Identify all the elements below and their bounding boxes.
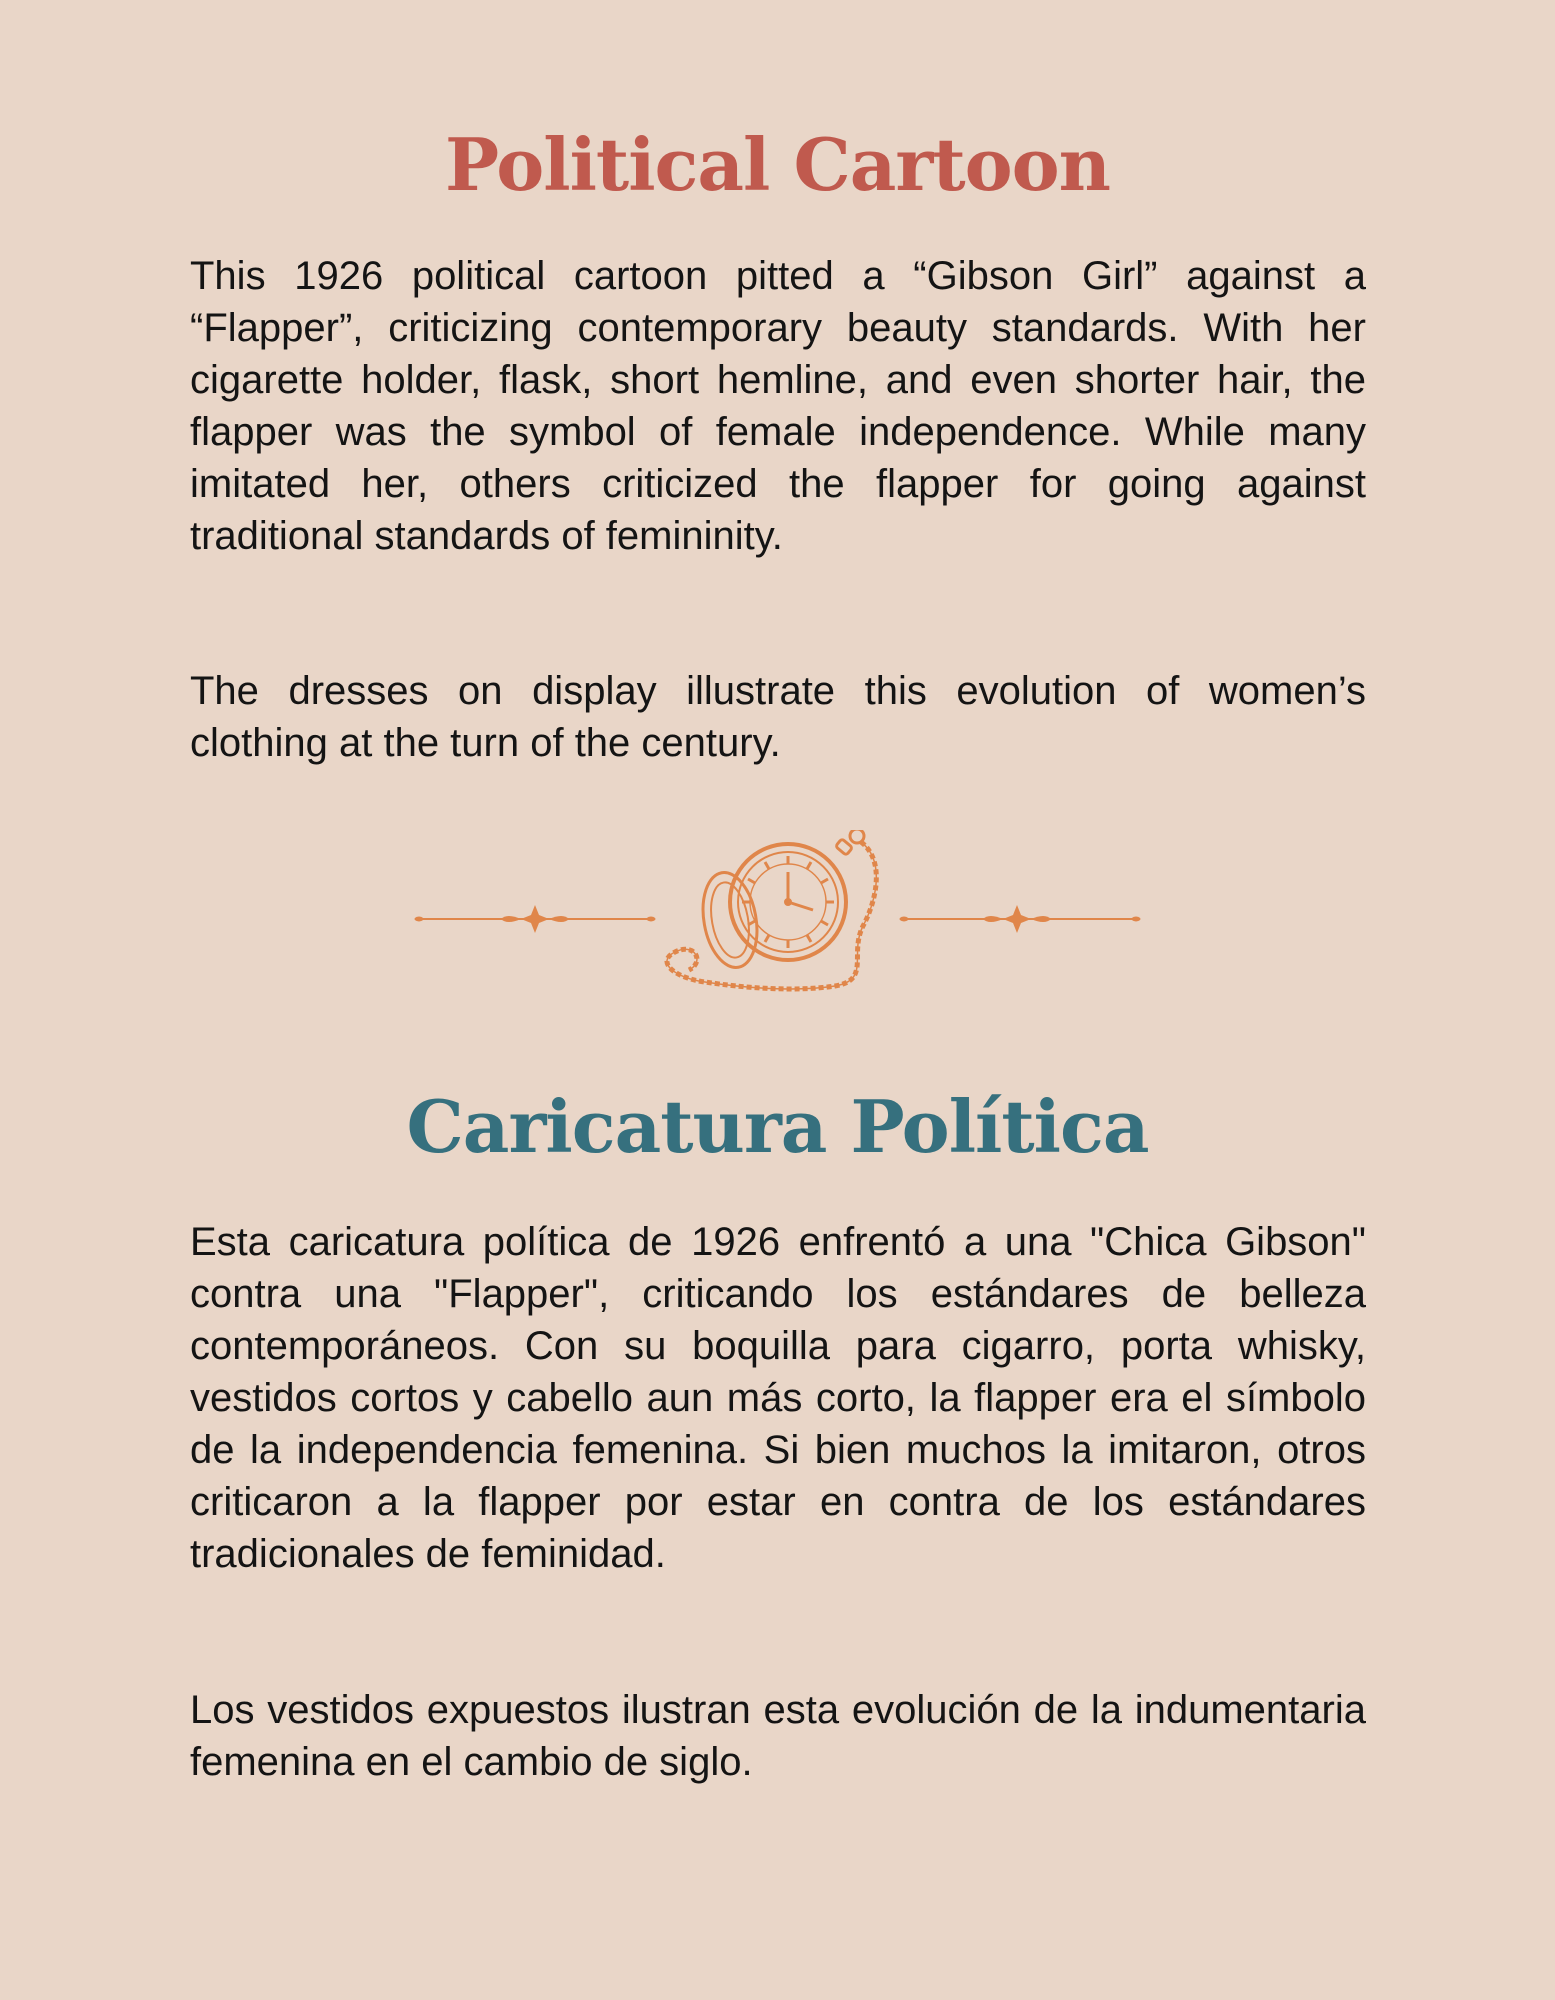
ornamental-divider — [405, 830, 1150, 1020]
spanish-paragraph-2: Los vestidos expuestos ilustran esta evolución de la indumentaria femenina en el cambio de siglo. — [190, 1688, 1366, 1784]
spanish-paragraph-1: Esta caricatura política de 1926 enfrentó a una "Chica Gibson" contra una "Flapper", criticando los estándares de belleza contemporáneos. Con su boquilla para cigarro, porta whisky, vestidos cortos y cabello aun más corto, la flapper era el símbolo de la independencia femenina. Si bien muchos la imitaron, otros criticaron a la flapper por estar en contra de los estándares tradicionales de feminidad. — [190, 1220, 1366, 1576]
english-paragraph-2: The dresses on display illustrate this evolution of women’s clothing at the turn of the century. — [190, 669, 1366, 765]
english-paragraph-1: This 1926 political cartoon pitted a “Gibson Girl” against a “Flapper”, criticizing contemporary beauty standards. With her cigarette holder, flask, short hemline, and even shorter hair, the flapper was the symbol of female independence. While many imitated her, others criticized the flapper for going against traditional standards of femininity. — [190, 254, 1366, 558]
english-title: Political Cartoon — [445, 122, 1110, 207]
pocket-watch-icon — [405, 830, 1150, 1020]
spanish-title: Caricatura Política — [406, 1084, 1149, 1169]
